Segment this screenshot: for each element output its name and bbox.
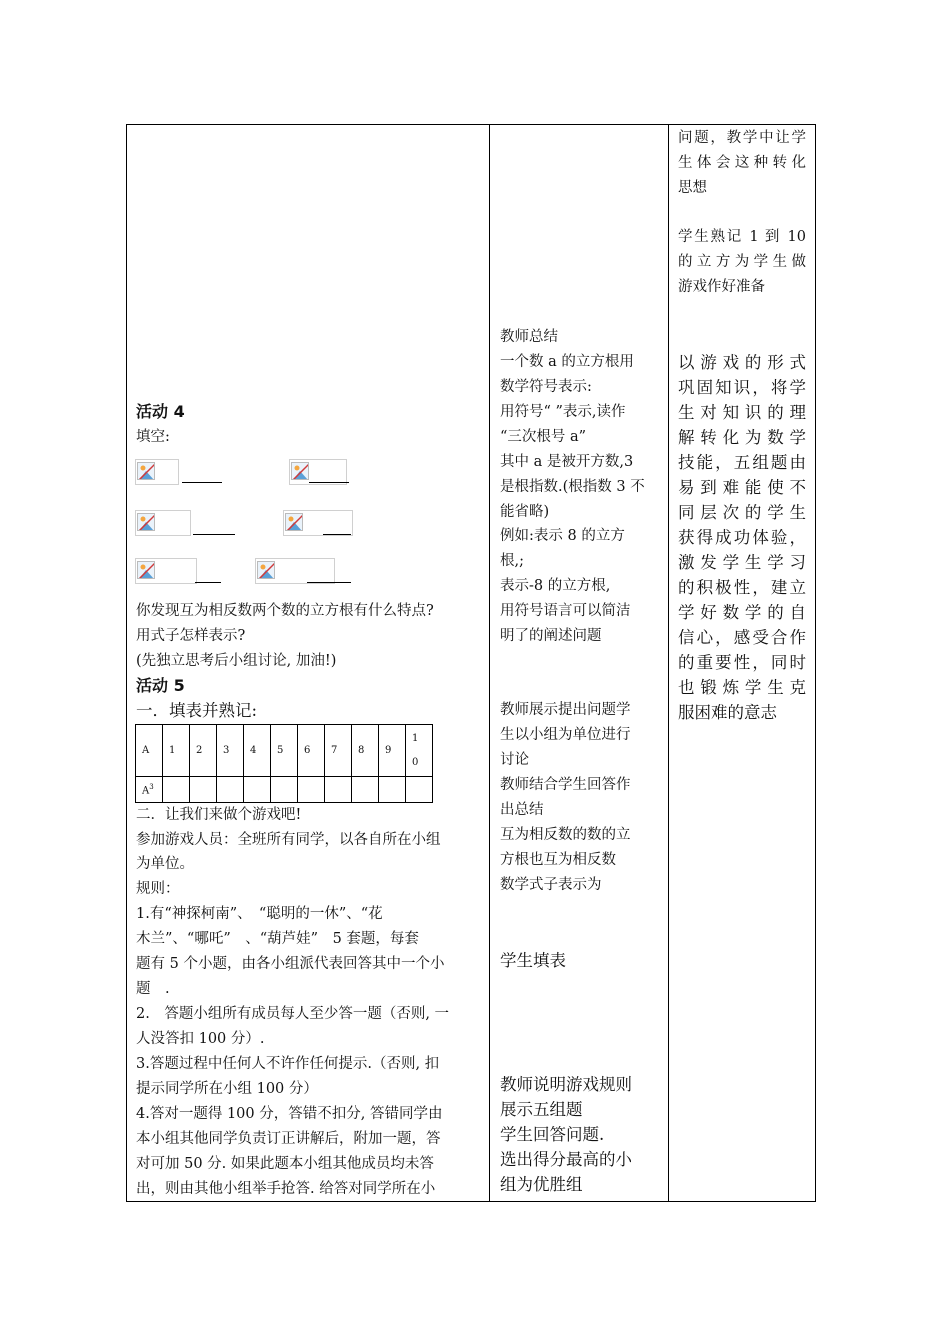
activity-column	[127, 125, 490, 1201]
teacher-line: 用符号语言可以简洁	[500, 603, 631, 619]
game-line: 二．让我们来做个游戏吧!	[136, 807, 302, 823]
teacher-line: 互为相反数的数的立	[500, 827, 631, 843]
cube-table	[135, 724, 433, 803]
table-cell: 4	[244, 725, 271, 777]
game-line: 为单位。	[136, 856, 194, 872]
game-line: 人没答扣 100 分）.	[136, 1031, 265, 1047]
intent-line: 获得成功体验，	[678, 528, 806, 547]
intent-line: 问题，教学中让学	[678, 130, 806, 146]
broken-image-icon	[137, 513, 155, 531]
game-line: 1.有“神探柯南”、 “聪明的一休”、“花	[136, 906, 383, 922]
intent-line: 的立方为学生做	[678, 254, 806, 270]
lesson-table	[126, 124, 816, 1202]
table-cell: 1 0	[406, 725, 433, 777]
intent-line: 同层次的学生	[678, 503, 806, 522]
question-line: 用式子怎样表示?	[136, 628, 246, 644]
teacher-line: 其中 a 是被开方数,3	[500, 454, 634, 470]
teacher-line: 教师展示提出问题学	[500, 702, 631, 718]
game-line: 题有 5 个小题，由各小组派代表回答其中一个小	[136, 956, 445, 972]
teacher-line: 学生回答问题.	[500, 1125, 605, 1144]
teacher-line: 出总结	[500, 802, 544, 818]
teacher-line: 教师说明游戏规则	[500, 1075, 632, 1094]
teacher-line: 表示-8 的立方根,	[500, 578, 611, 594]
teacher-line: 展示五组题	[500, 1100, 583, 1119]
intent-line: 易到难能使不	[678, 478, 806, 497]
fill-label: 填空:	[136, 429, 170, 445]
game-line: 出，则由其他小组举手抢答. 给答对同学所在小	[136, 1181, 436, 1197]
intent-line: 学好数学的自	[678, 603, 806, 622]
teacher-line: 明了的阐述问题	[500, 628, 602, 644]
table-cell: 9	[379, 725, 406, 777]
game-line: 木兰”、“哪吒” 、“葫芦娃” 5 套题，每套	[136, 931, 419, 947]
teacher-column	[490, 125, 669, 1201]
table-cell: A	[136, 725, 163, 777]
table-cell: 6	[298, 725, 325, 777]
broken-image-icon	[137, 561, 155, 579]
intent-line: 的积极性，建立	[678, 578, 806, 597]
teacher-line: 根,;	[500, 553, 524, 569]
intent-line: 生对知识的理	[678, 403, 806, 422]
intent-line: 的重要性，同时	[678, 653, 806, 672]
teacher-line: 生以小组为单位进行	[500, 727, 631, 743]
teacher-line: 方根也互为相反数	[500, 852, 616, 868]
table-row	[136, 777, 433, 803]
activity5-title: 活动 5	[136, 676, 185, 695]
game-line: 2. 答题小组所有成员每人至少答一题（否则, 一	[136, 1006, 450, 1022]
intent-line: 生体会这种转化	[678, 155, 806, 171]
broken-image-icon	[257, 561, 275, 579]
game-line: 对可加 50 分. 如果此题本小组其他成员均未答	[136, 1156, 434, 1172]
intent-line: 也锻炼学生克	[678, 678, 806, 697]
intent-line: 以游戏的形式	[678, 353, 806, 372]
table-cell: 8	[352, 725, 379, 777]
intent-line: 激发学生学习	[678, 553, 806, 572]
intent-line: 游戏作好准备	[678, 279, 765, 295]
teacher-line: 例如:表示 8 的立方	[500, 528, 625, 544]
teacher-line: “三次根号 a”	[500, 429, 587, 445]
table-cell: $A^3$	[136, 777, 163, 803]
teacher-line: 选出得分最高的小	[500, 1150, 632, 1169]
table-cell: 3	[217, 725, 244, 777]
teacher-line: 组为优胜组	[500, 1175, 583, 1194]
table-row	[136, 725, 433, 777]
broken-image-icon	[137, 462, 155, 480]
game-line: 题 .	[136, 981, 170, 997]
teacher-line: 数学式子表示为	[500, 877, 602, 893]
game-line: 3.答题过程中任何人不许作任何提示.（否则, 扣	[136, 1056, 440, 1072]
teacher-line: 教师结合学生回答作	[500, 777, 631, 793]
table-cell: 5	[271, 725, 298, 777]
intent-line: 学生熟记 1 到 10	[678, 229, 806, 245]
broken-image-icon	[291, 462, 309, 480]
activity4-title: 活动 4	[136, 402, 185, 421]
table-cell: 1	[163, 725, 190, 777]
intent-line: 思想	[678, 180, 707, 196]
teacher-line: 教师总结	[500, 329, 558, 345]
teacher-line: 讨论	[500, 752, 529, 768]
table-cell: 7	[325, 725, 352, 777]
intent-line: 技能，五组题由	[678, 453, 806, 472]
step1-label: 一．填表并熟记:	[136, 701, 258, 720]
question-line: 你发现互为相反数两个数的立方根有什么特点?	[136, 603, 434, 619]
teacher-line: 是根指数.(根指数 3 不	[500, 479, 645, 495]
teacher-line: 用符号“ ”表示,读作	[500, 404, 626, 420]
teacher-line: 学生填表	[500, 951, 566, 970]
intent-line: 解转化为数学	[678, 428, 806, 447]
intent-line: 信心，感受合作	[678, 628, 806, 647]
teacher-line: 能省略)	[500, 504, 550, 520]
intent-column	[669, 125, 815, 1201]
intent-line: 服困难的意志	[678, 703, 777, 722]
intent-line: 巩固知识，将学	[678, 378, 806, 397]
broken-image-icon	[285, 513, 303, 531]
game-line: 提示同学所在小组 100 分）	[136, 1081, 318, 1097]
teacher-line: 数学符号表示:	[500, 379, 592, 395]
game-line: 4.答对一题得 100 分，答错不扣分, 答错同学由	[136, 1106, 443, 1122]
game-line: 本小组其他同学负责订正讲解后，附加一题，答	[136, 1131, 441, 1147]
game-line: 参加游戏人员：全班所有同学，以各自所在小组	[136, 832, 441, 848]
question-line: (先独立思考后小组讨论, 加油!)	[136, 653, 337, 669]
game-line: 规则：	[136, 881, 180, 897]
table-cell: 2	[190, 725, 217, 777]
teacher-line: 一个数 a 的立方根用	[500, 354, 634, 370]
